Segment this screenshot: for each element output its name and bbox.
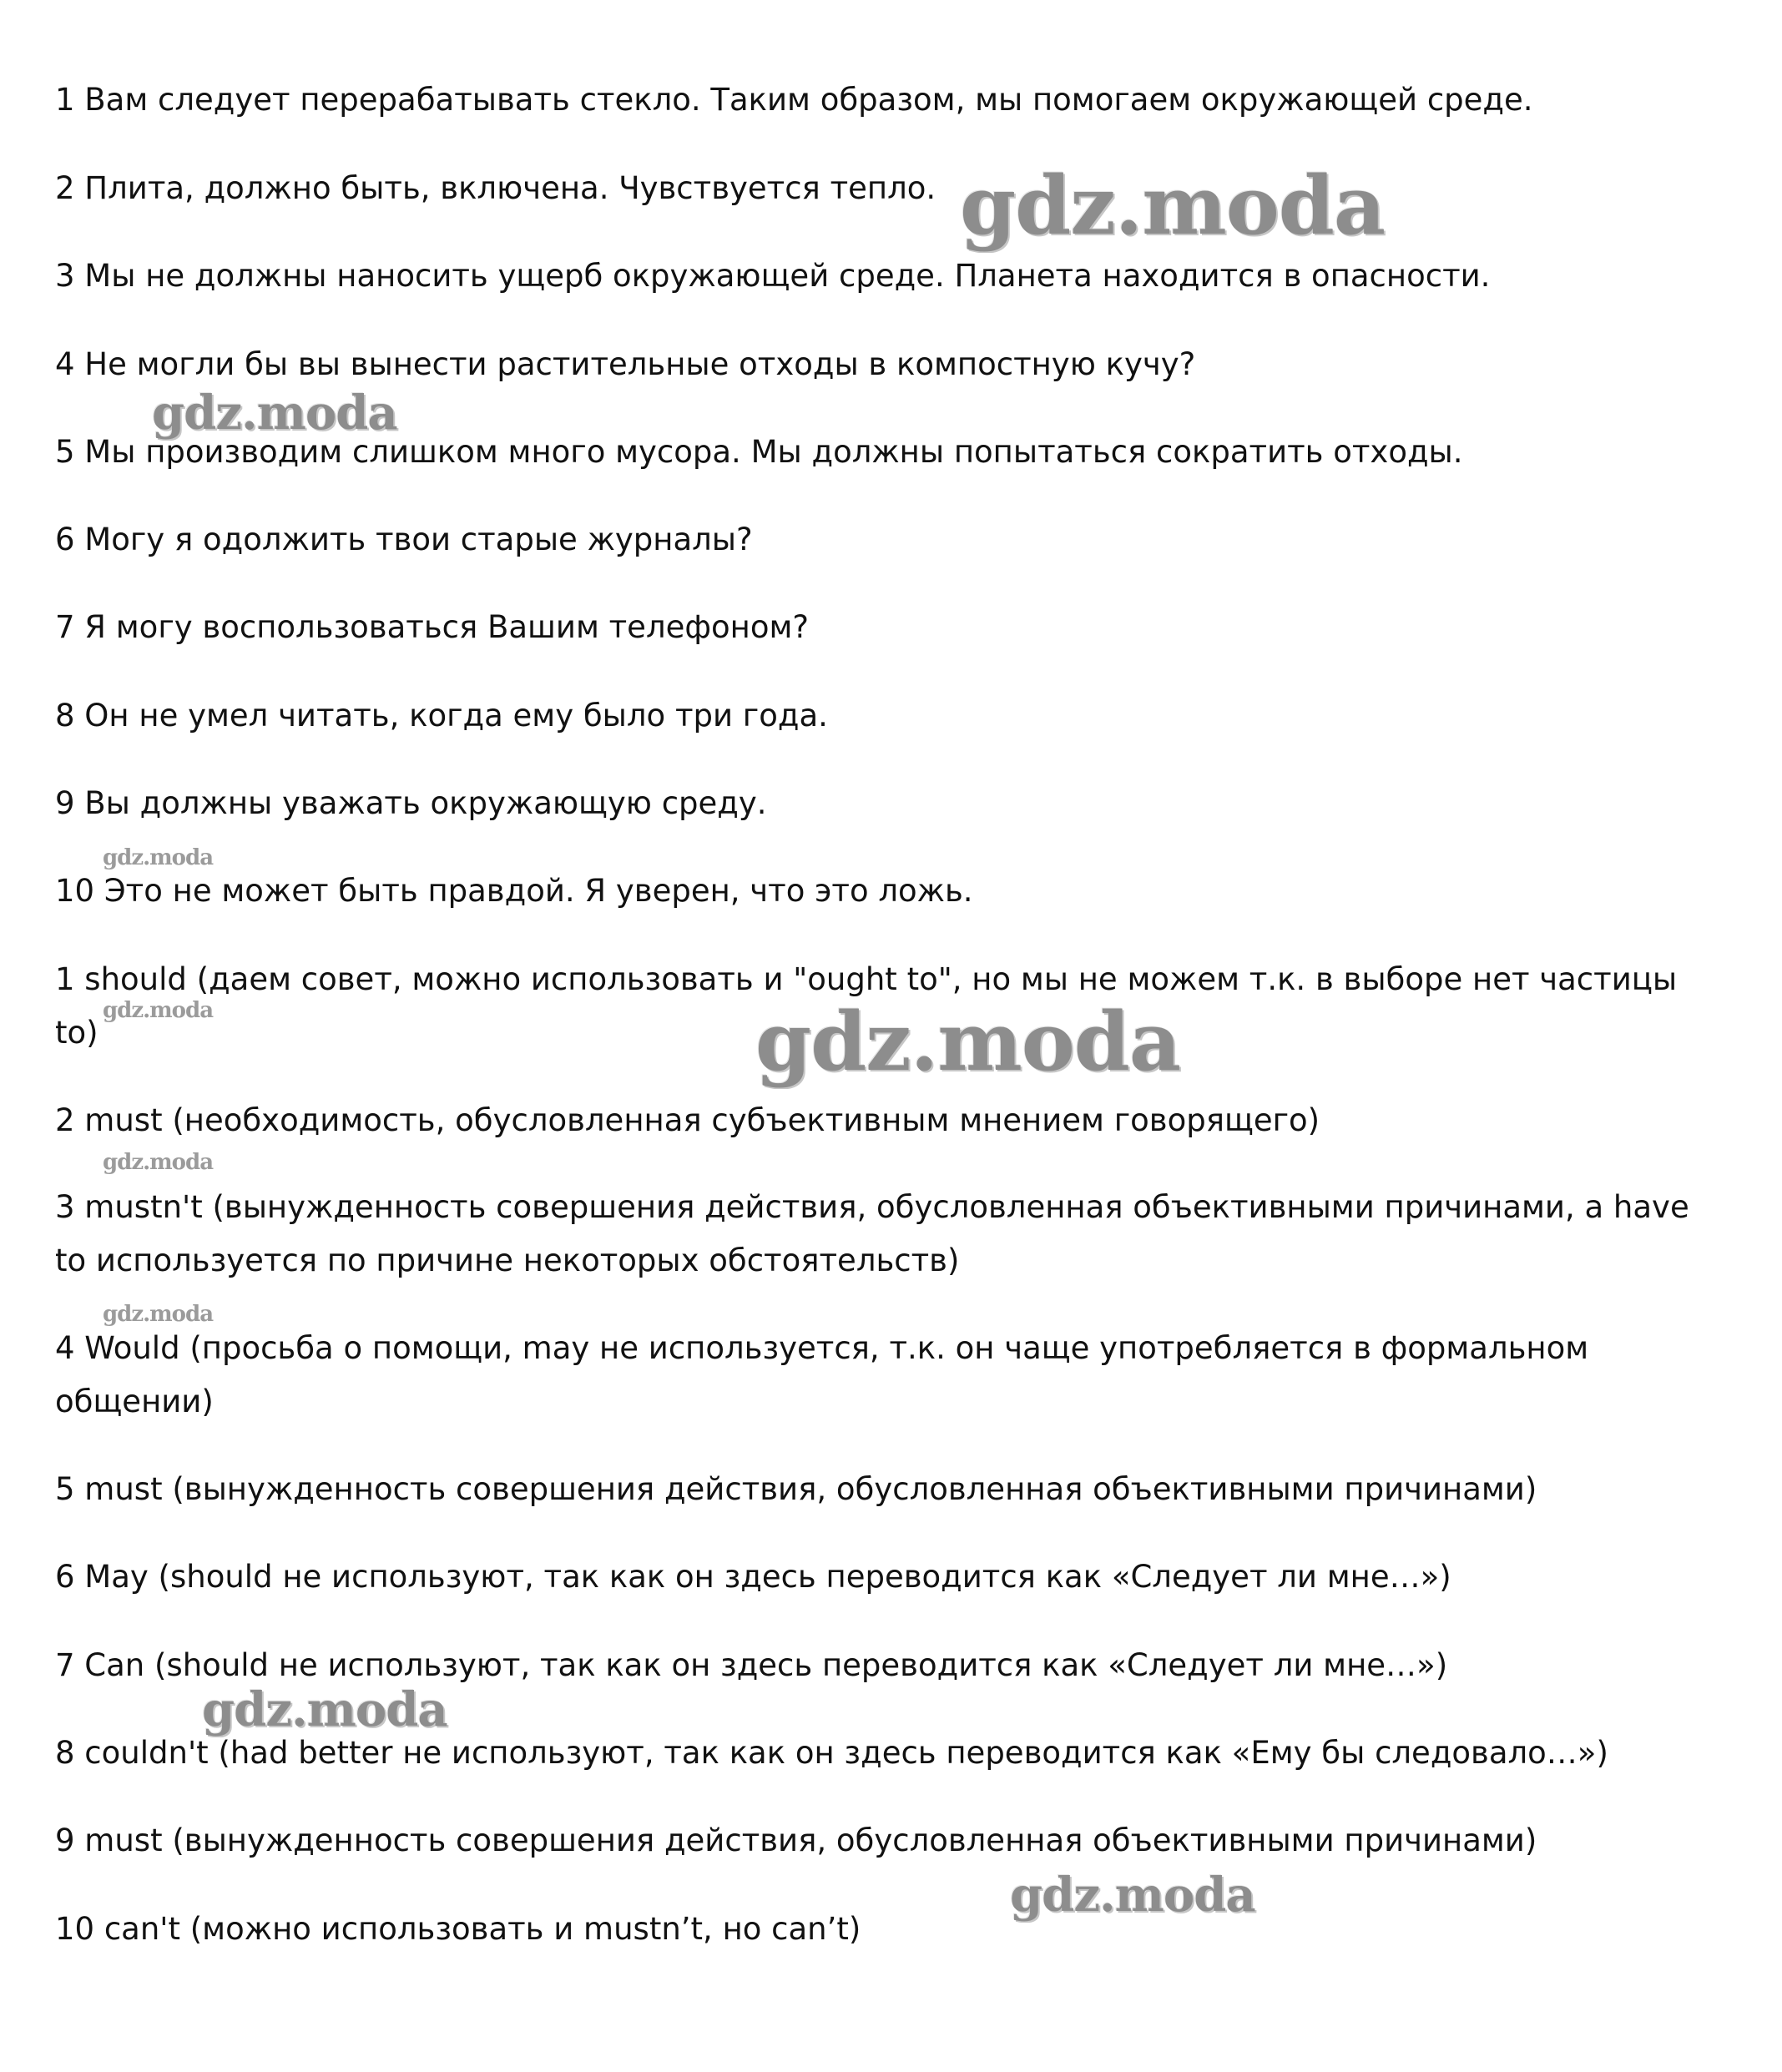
translation-4: 4 Не могли бы вы вынести растительные отходы в компостную кучу? xyxy=(55,346,1196,382)
answer-4: 4 Would (просьба о помощи, may не используется, т.к. он чаще употребляется в формальном общении) xyxy=(55,1330,1589,1419)
answer-7: 7 Can (should не используют, так как он здесь переводится как «Следует ли мне…») xyxy=(55,1647,1448,1683)
translation-7: 7 Я могу воспользоваться Вашим телефоном? xyxy=(55,609,810,645)
watermark-logo: gdz.moda xyxy=(103,845,214,870)
translation-3: 3 Мы не должны наносить ущерб окружающей среде. Планета находится в опасности. xyxy=(55,258,1491,294)
answer-9: 9 must (вынужденность совершения действия, обусловленная объективными причинами) xyxy=(55,1822,1537,1858)
watermark-logo: gdz.moda xyxy=(960,159,1386,253)
watermark-logo: gdz.moda xyxy=(103,1302,214,1327)
answer-5: 5 must (вынужденность совершения действия, обусловленная объективными причинами) xyxy=(55,1471,1537,1507)
answer-1: 1 should (даем совет, можно использовать и "ought to", но мы не можем т.к. в выборе нет частицы to) xyxy=(55,961,1678,1051)
translation-1: 1 Вам следует перерабатывать стекло. Таким образом, мы помогаем окружающей среде. xyxy=(55,82,1533,118)
answer-3: 3 mustn't (вынужденность совершения действия, обусловленная объективными причинами, a have to используется по причине некоторых обстоятельств) xyxy=(55,1189,1689,1278)
watermark-logo: gdz.moda xyxy=(202,1682,447,1737)
translation-8: 8 Он не умел читать, когда ему было три года. xyxy=(55,698,828,734)
answer-6: 6 May (should не используют, так как он здесь переводится как «Следует ли мне…») xyxy=(55,1559,1451,1595)
answer-8: 8 couldn't (had better не используют, так как он здесь переводится как «Ему бы следовало…») xyxy=(55,1735,1608,1771)
watermark-logo: gdz.moda xyxy=(152,386,397,441)
answer-2: 2 must (необходимость, обусловленная субъективным мнением говорящего) xyxy=(55,1102,1320,1138)
translation-10: 10 Это не может быть правдой. Я уверен, что это ложь. xyxy=(55,873,973,909)
watermark-logo: gdz.moda xyxy=(103,998,214,1023)
watermark-logo: gdz.moda xyxy=(755,995,1181,1089)
translation-9: 9 Вы должны уважать окружающую среду. xyxy=(55,785,767,821)
translation-2: 2 Плита, должно быть, включена. Чувствуется тепло. xyxy=(55,170,936,206)
translation-5: 5 Мы производим слишком много мусора. Мы должны попытаться сократить отходы. xyxy=(55,434,1463,470)
watermark-logo: gdz.moda xyxy=(1010,1868,1255,1923)
answer-10: 10 can't (можно использовать и mustn’t, но can’t) xyxy=(55,1911,861,1947)
translation-6: 6 Могу я одолжить твои старые журналы? xyxy=(55,522,753,557)
watermark-logo: gdz.moda xyxy=(103,1150,214,1175)
